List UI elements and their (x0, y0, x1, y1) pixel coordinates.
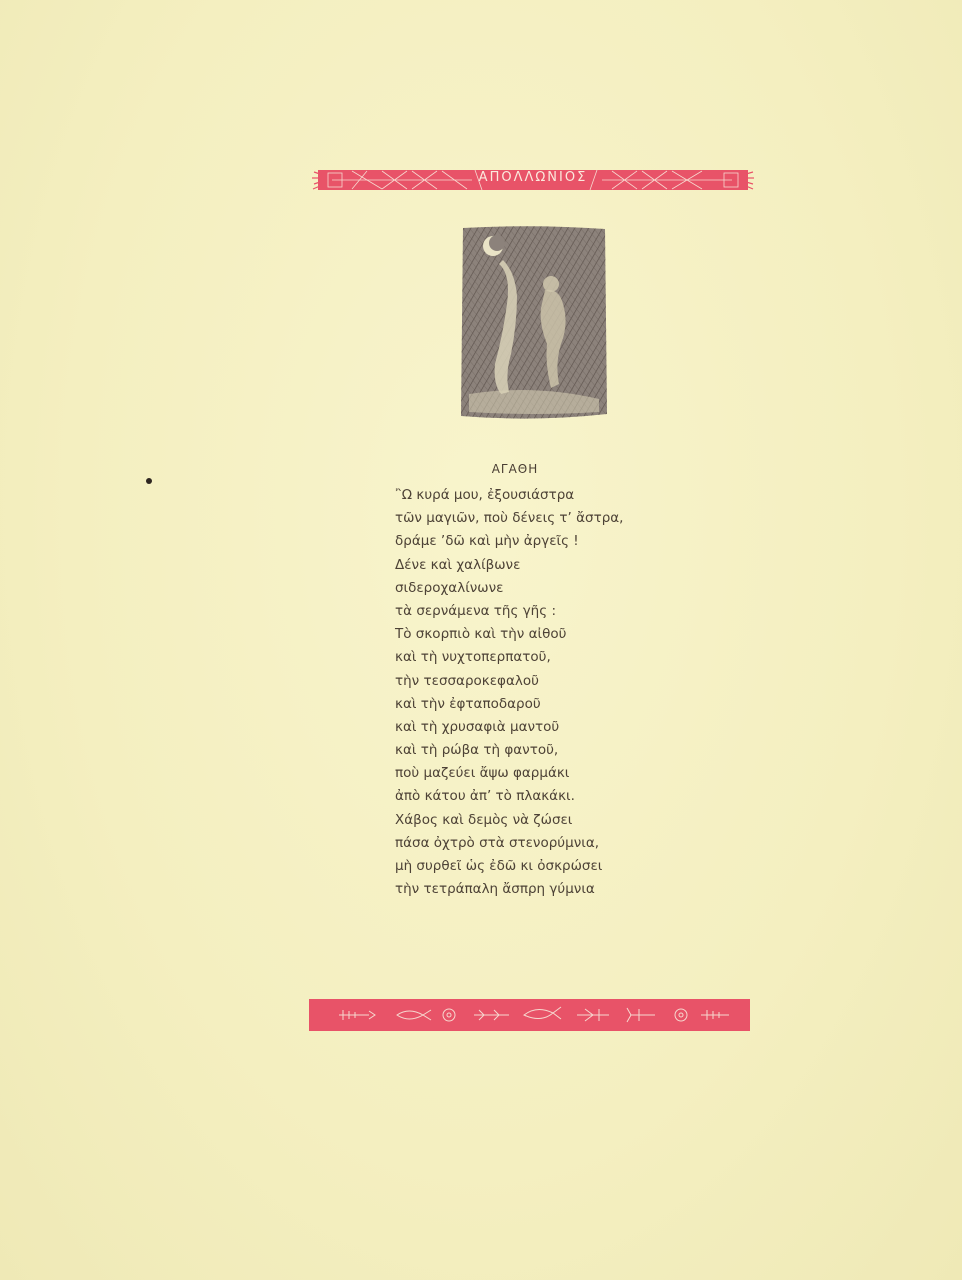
poem-line: Δένε καὶ χαλίβωνε (395, 556, 521, 573)
ink-speck (146, 478, 152, 484)
banner-title: ΑΠΟΛΛΩΝΙΟΣ (478, 170, 588, 185)
poem-title: ΑΓΑΘΗ (491, 462, 539, 476)
poem-line: τὴν τετράπαλη ἄσπρη γύμνια (395, 881, 595, 898)
ornamental-fish-band-icon (309, 999, 750, 1031)
poem-line: καὶ τὴ νυχτοπερπατοῦ, (395, 649, 551, 666)
engraving-illustration (459, 224, 609, 424)
header-banner (312, 166, 754, 194)
poem-line: καὶ τὴ ρώβα τὴ φαντοῦ, (395, 742, 559, 759)
poem-line: ἀπὸ κάτου ἀπ’ τὸ πλακάκι. (395, 788, 575, 805)
poem-line: δράμε ’δῶ καὶ μὴν ἀργεῖς ! (395, 533, 579, 550)
poem-line: πάσα ὀχτρὸ στὰ στενορύμνια, (395, 834, 600, 851)
poem-line: τῶν μαγιῶν, ποὺ δένεις τ’ ἄστρα, (395, 510, 624, 527)
poem-body (395, 484, 715, 901)
poem-line: τὴν τεσσαροκεφαλοῦ (395, 672, 539, 689)
poem-line: Τὸ σκορπιὸ καὶ τὴν αἰθοῦ (395, 626, 567, 643)
poem-line: τὰ σερνάμενα τῆς γῆς : (395, 602, 557, 619)
poem-line: μὴ συρθεῖ ὡς ἐδῶ κι ὀσκρώσει (395, 858, 603, 874)
poem-line: σιδεροχαλίνωνε (395, 579, 504, 596)
poem-line: καὶ τὴν ἐφταποδαροῦ (395, 695, 541, 712)
engraving-figures-moon-icon (459, 224, 609, 424)
footer-ornament (309, 999, 750, 1031)
poem-line: ποὺ μαζεύει ἄψω φαρμάκι (395, 765, 570, 782)
poem-line: Χάβος καὶ δεμὸς νὰ ζώσει (395, 811, 573, 828)
poem-line: ῍Ω κυρά μου, ἐξουσιάστρα (395, 487, 575, 503)
poem-line: καὶ τὴ χρυσαφιὰ μαντοῦ (395, 718, 560, 735)
